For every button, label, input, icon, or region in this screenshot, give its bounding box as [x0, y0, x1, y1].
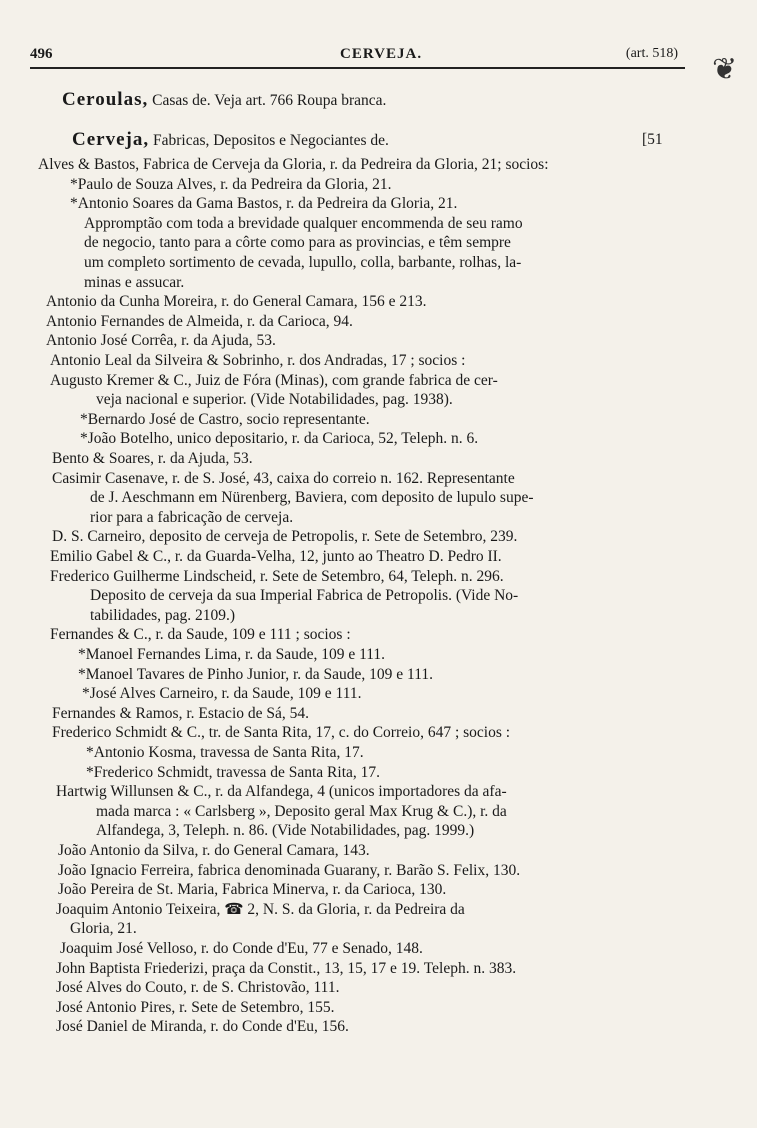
entry-line: Gloria, 21.: [70, 920, 137, 937]
entry-line: Antonio Fernandes de Almeida, r. da Carioca, 94.: [46, 313, 353, 330]
entry-line: Frederico Schmidt & C., tr. de Santa Rita, 17, c. do Correio, 647 ; socios :: [52, 724, 511, 741]
entry-line: José Daniel de Miranda, r. do Conde d'Eu, 156.: [56, 1018, 349, 1035]
section-text: Casas de. Veja art. 766 Roupa branca.: [152, 92, 387, 109]
entry-line: *Antonio Kosma, travessa de Santa Rita, 17.: [86, 744, 364, 761]
entry-line: Antonio Leal da Silveira & Sobrinho, r. dos Andradas, 17 ; socios :: [50, 352, 466, 369]
entry-line: Fernandes & C., r. da Saude, 109 e 111 ; socios :: [50, 626, 351, 643]
section-ceroulas: [62, 90, 386, 110]
entry-line: rior para a fabricação de cerveja.: [90, 509, 294, 526]
section-name: Ceroulas,: [62, 90, 149, 110]
entry-line: tabilidades, pag. 2109.): [90, 607, 236, 624]
entry-line: João Antonio da Silva, r. do General Camara, 143.: [58, 842, 370, 859]
entry-line: de negocio, tanto para a côrte como para as provincias, e têm sempre: [84, 234, 511, 251]
entry-line: *Manoel Fernandes Lima, r. da Saude, 109 e 111.: [78, 646, 386, 663]
header-rule: [30, 67, 685, 69]
entry-line: Joaquim José Velloso, r. do Conde d'Eu, 77 e Senado, 148.: [60, 940, 423, 957]
entry-line: *Bernardo José de Castro, socio representante.: [80, 411, 370, 428]
entry-line: Bento & Soares, r. da Ajuda, 53.: [52, 450, 253, 467]
entry-line: *João Botelho, unico depositario, r. da Carioca, 52, Teleph. n. 6.: [80, 430, 479, 447]
section-name: Cerveja,: [72, 130, 150, 150]
entry-line: D. S. Carneiro, deposito de cerveja de Petropolis, r. Sete de Setembro, 239.: [52, 528, 518, 545]
entry-line: *Paulo de Souza Alves, r. da Pedreira da Gloria, 21.: [70, 176, 392, 193]
entry-line: veja nacional e superior. (Vide Notabilidades, pag. 1938).: [96, 391, 453, 408]
entry-line: João Pereira de St. Maria, Fabrica Minerva, r. da Carioca, 130.: [58, 881, 447, 898]
entry-line: *Frederico Schmidt, travessa de Santa Rita, 17.: [86, 764, 381, 781]
entry-line: Antonio da Cunha Moreira, r. do General Camara, 156 e 213.: [46, 293, 427, 310]
entry-line: Frederico Guilherme Lindscheid, r. Sete de Setembro, 64, Teleph. n. 296.: [50, 568, 504, 585]
entry-line: Hartwig Willunsen & C., r. da Alfandega, 4 (unicos importadores da afa-: [56, 783, 507, 800]
entry-line: *Antonio Soares da Gama Bastos, r. da Pedreira da Gloria, 21.: [70, 195, 458, 212]
entry-line: Appromptão com toda a brevidade qualquer encommenda de seu ramo: [84, 215, 523, 232]
section-cerveja: [72, 130, 692, 150]
entry-line: Emilio Gabel & C., r. da Guarda-Velha, 12, junto ao Theatro D. Pedro II.: [50, 548, 502, 565]
section-ref: [51: [642, 131, 663, 148]
entry-line: Casimir Casenave, r. de S. José, 43, caixa do correio n. 162. Representante: [52, 470, 515, 487]
entry-line: Augusto Kremer & C., Juiz de Fóra (Minas), com grande fabrica de cer-: [50, 372, 498, 389]
entry-line: John Baptista Friederizi, praça da Constit., 13, 15, 17 e 19. Teleph. n. 383.: [56, 960, 517, 977]
article-reference: (art. 518): [625, 46, 678, 61]
entry-line: *Manoel Tavares de Pinho Junior, r. da Saude, 109 e 111.: [78, 666, 434, 683]
entry-line: José Alves do Couto, r. de S. Christovão, 111.: [56, 979, 340, 996]
page-header: [30, 46, 690, 68]
entry-line: um completo sortimento de cevada, lupullo, colla, barbante, rolhas, la-: [84, 254, 522, 271]
section-text: Fabricas, Depositos e Negociantes de.: [152, 132, 389, 149]
margin-mark-icon: ❦: [712, 53, 738, 86]
entry-line: João Ignacio Ferreira, fabrica denominada Guarany, r. Barão S. Felix, 130.: [58, 862, 521, 879]
entry-line: de J. Aeschmann em Nürenberg, Baviera, com deposito de lupulo supe-: [90, 489, 534, 506]
entry-line: mada marca : « Carlsberg », Deposito geral Max Krug & C.), r. da: [96, 803, 507, 820]
page-title: CERVEJA.: [340, 46, 423, 62]
entry-line: Fernandes & Ramos, r. Estacio de Sá, 54.: [52, 705, 309, 722]
page-number: 496: [30, 46, 53, 62]
entry-line: Deposito de cerveja da sua Imperial Fabrica de Petropolis. (Vide No-: [90, 587, 519, 604]
entry-line: Joaquim Antonio Teixeira, ☎ 2, N. S. da Gloria, r. da Pedreira da: [56, 901, 465, 918]
entry-line: José Antonio Pires, r. Sete de Setembro, 155.: [56, 999, 335, 1016]
entry-line: Alves & Bastos, Fabrica de Cerveja da Gloria, r. da Pedreira da Gloria, 21; socios:: [38, 156, 549, 173]
entry-line: minas e assucar.: [84, 274, 185, 291]
entry-line: Alfandega, 3, Teleph. n. 86. (Vide Notabilidades, pag. 1999.): [96, 822, 475, 839]
entry-line: Antonio José Corrêa, r. da Ajuda, 53.: [46, 332, 276, 349]
entry-line: *José Alves Carneiro, r. da Saude, 109 e 111.: [82, 685, 362, 702]
